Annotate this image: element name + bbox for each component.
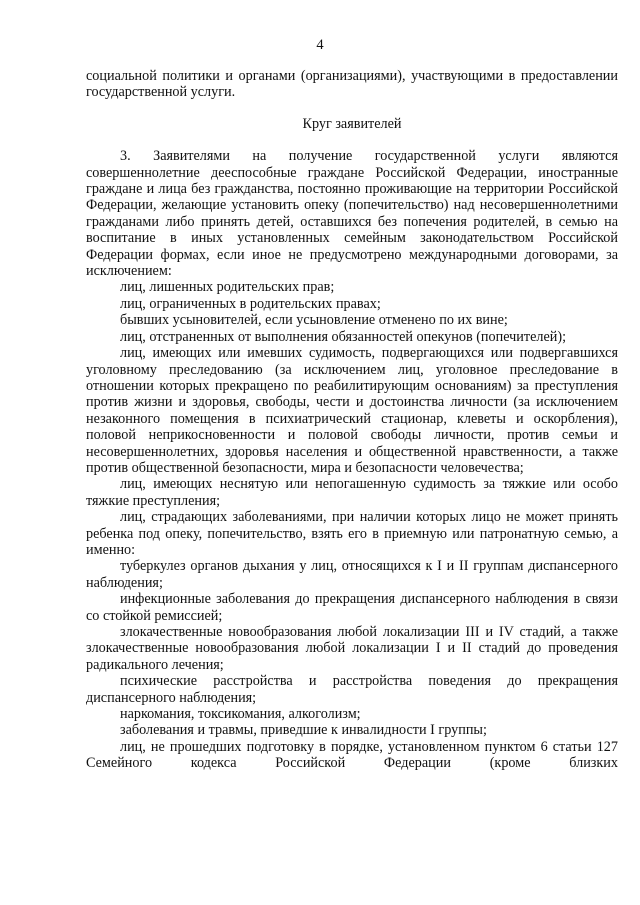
exclusion-item: лиц, имеющих или имевших судимость, подвергающихся или подвергавшихся уголовному преследованию (за исключением лиц, уголовное преследование в отношении которых прекращено по реабилитирующим основаниям) за преступления против жизни и здоровья, свободы, чести и достоинства личности (за исключением незаконного помещения в психиатрический стационар, клеветы и оскорбления), половой неприкосновенности и половой свободы личности, против семьи и несовершеннолетних, здоровья населения и общественной нравственности, а также против общественной безопасности, мира и безопасности человечества; bbox=[86, 345, 618, 476]
page-number: 4 bbox=[316, 37, 324, 53]
disease-item: туберкулез органов дыхания у лиц, относящихся к I и II группам диспансерного наблюдения; bbox=[86, 558, 618, 591]
main-paragraph: 3. Заявителями на получение государственной услуги являются совершеннолетние дееспособные граждане Российской Федерации, иностранные граждане и лица без гражданства, постоянно проживающие на территории Российской Федерации, желающие установить опеку (попечительство) над несовершеннолетними гражданами либо принять детей, оставшихся без попечения родителей, в семью на воспитание в иных установленных семейным законодательством Российской Федерации формах, если иное не предусмотрено международными договорами, за исключением: bbox=[86, 148, 618, 280]
disease-item: наркомания, токсикомания, алкоголизм; bbox=[120, 706, 361, 723]
intro-paragraph: социальной политики и органами (организациями), участвующими в предоставлении государственной услуги. bbox=[86, 68, 618, 101]
document-body bbox=[86, 68, 618, 772]
exclusion-item: лиц, имеющих неснятую или непогашенную судимость за тяжкие или особо тяжкие преступления; bbox=[86, 476, 618, 509]
exclusion-item: лиц, лишенных родительских прав; bbox=[120, 279, 335, 296]
disease-item: заболевания и травмы, приведшие к инвалидности I группы; bbox=[120, 722, 487, 739]
disease-item: психические расстройства и расстройства поведения до прекращения диспансерного наблюдения; bbox=[86, 673, 618, 706]
exclusion-item: бывших усыновителей, если усыновление отменено по их вине; bbox=[120, 312, 508, 329]
exclusion-item: лиц, страдающих заболеваниями, при наличии которых лицо не может принять ребенка под опеку, попечительство, взять его в приемную или патронатную семью, а именно: bbox=[86, 509, 618, 558]
disease-item: инфекционные заболевания до прекращения диспансерного наблюдения в связи со стойкой ремиссией; bbox=[86, 591, 618, 624]
final-paragraph: лиц, не прошедших подготовку в порядке, установленном пунктом 6 статьи 127 Семейного кодекса Российской Федерации (кроме близких bbox=[86, 738, 618, 772]
section-heading: Круг заявителей bbox=[302, 115, 402, 132]
exclusion-item: лиц, отстраненных от выполнения обязанностей опекунов (попечителей); bbox=[120, 328, 567, 345]
disease-item: злокачественные новообразования любой локализации III и IV стадий, а также злокачественные новообразования любой локализации I и II стадий до проведения радикального лечения; bbox=[86, 624, 618, 673]
exclusion-item: лиц, ограниченных в родительских правах; bbox=[120, 295, 381, 312]
